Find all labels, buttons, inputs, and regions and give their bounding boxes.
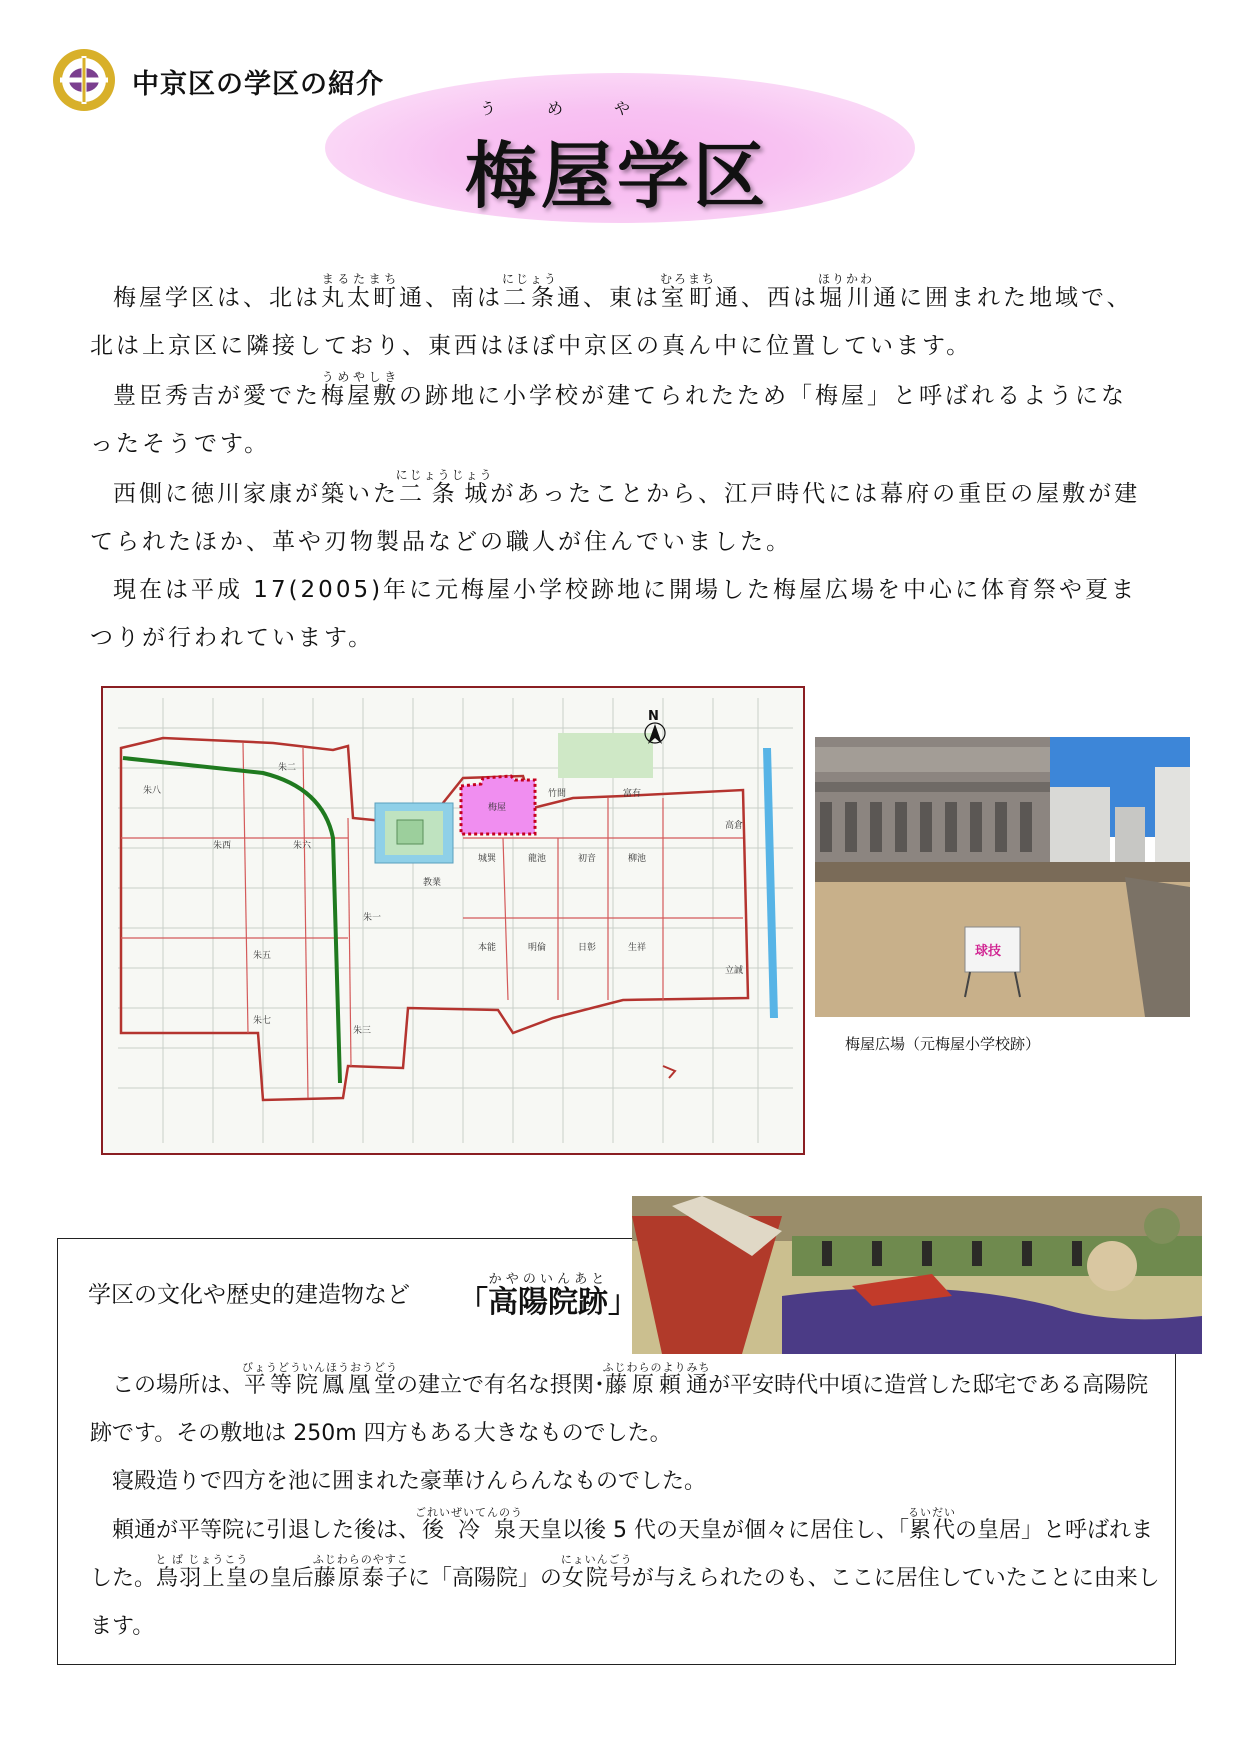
ward-emblem-icon: [50, 46, 118, 114]
map-label-honno: 本能: [478, 943, 497, 953]
map-label-chikuma: 竹間: [548, 789, 567, 799]
district-map-svg: [103, 688, 803, 1153]
kayanoin-painting: [632, 1196, 1202, 1354]
map-label-nissho: 日彰: [578, 943, 597, 953]
map-label-takakura: 高倉: [725, 821, 744, 831]
map-label-ninomiya: 教業: [423, 878, 442, 888]
map-label-umeya: 梅屋: [488, 803, 507, 813]
map-label-shunishi: 朱西: [213, 841, 232, 851]
map-label-tomiari: 富有: [623, 789, 642, 799]
culture-heading: 学区の文化や歴史的建造物など: [88, 1282, 410, 1308]
map-label-sujaku7: 朱七: [253, 1016, 272, 1026]
intro-paragraph-4: 現在は平成 17(2005)年に元梅屋小学校跡地に開場した梅屋広場を中心に体育祭や夏まつりが行われています。: [90, 577, 1138, 651]
map-label-seiwa: 城巽: [478, 854, 497, 864]
page-title: 梅屋学区: [465, 134, 770, 218]
map-label-hatsune: 初音: [578, 854, 597, 864]
culture-body: [90, 1361, 1160, 1651]
map-label-yanagiike: 柳池: [628, 854, 647, 864]
map-label-sujaku6: 朱六: [293, 841, 312, 851]
intro-text: [90, 272, 1152, 662]
map-label-sujaku3: 朱三: [353, 1026, 372, 1036]
map-label-tatsuike: 龍池: [528, 854, 547, 864]
map-label-sujaku8: 朱八: [143, 786, 162, 796]
culture-paragraph-1: この場所は、平等院鳳凰堂びょうどういんほうおうどうの建立で有名な摂関･藤原頼通ふじわらのよりみちが平安時代中頃に造営した邸宅である高陽院跡です。その敷地は 250m 四方もある大きなものでした。: [90, 1361, 1149, 1446]
umeya-plaza-photo: [815, 737, 1190, 1017]
map-label-sujaku5: 朱五: [253, 951, 272, 961]
culture-title: 「高陽院跡かやのいんあと」: [458, 1272, 638, 1320]
photo-caption: 梅屋広場（元梅屋小学校跡）: [845, 1035, 1041, 1053]
intro-paragraph-3: 西側に徳川家康が築いた二条城にじょうじょうがあったことから、江戸時代には幕府の重臣の屋敷が建てられたほか、革や刃物製品などの職人が住んでいました。: [90, 468, 1141, 555]
intro-paragraph-2: 豊臣秀吉が愛でた梅屋敷うめやしきの跡地に小学校が建てられたため「梅屋」と呼ばれるようになったそうです。: [90, 370, 1127, 457]
photo-sign-text: 球技: [975, 944, 1002, 959]
district-map: [101, 686, 805, 1155]
culture-paragraph-3: 頼通が平等院に引退した後は、後冷泉ごれいぜいてんのう天皇以後 5 代の天皇が個々に居住し、「累代るいだいの皇居」と呼ばれました。鳥羽上皇と ば じょうこうの皇后藤原泰子ふじわらのやすこに「高陽院」の女院号にょいんごうが与えられたのも、ここに居住していたことに由来します。: [90, 1506, 1160, 1639]
map-label-seitoku: 生祥: [628, 943, 647, 953]
map-label-sujaku1: 朱一: [363, 913, 382, 923]
map-north-label: N: [648, 709, 659, 724]
map-label-meirin: 明倫: [528, 943, 547, 953]
intro-paragraph-1: 梅屋学区は、北は丸太町まるたまち通、南は二条にじょう通、東は室町むろまち通、西は堀川ほりかわ通に囲まれた地域で、北は上京区に隣接しており、東西はほぼ中京区の真ん中に位置しています。: [90, 272, 1133, 359]
culture-paragraph-2: 寝殿造りで四方を池に囲まれた豪華けんらんなものでした。: [112, 1469, 707, 1494]
title-ruby: う め や: [480, 99, 630, 118]
map-label-sujaku2: 朱二: [278, 763, 297, 773]
header-label: 中京区の学区の紹介: [132, 69, 384, 100]
map-label-rissei: 立誠: [725, 966, 744, 976]
